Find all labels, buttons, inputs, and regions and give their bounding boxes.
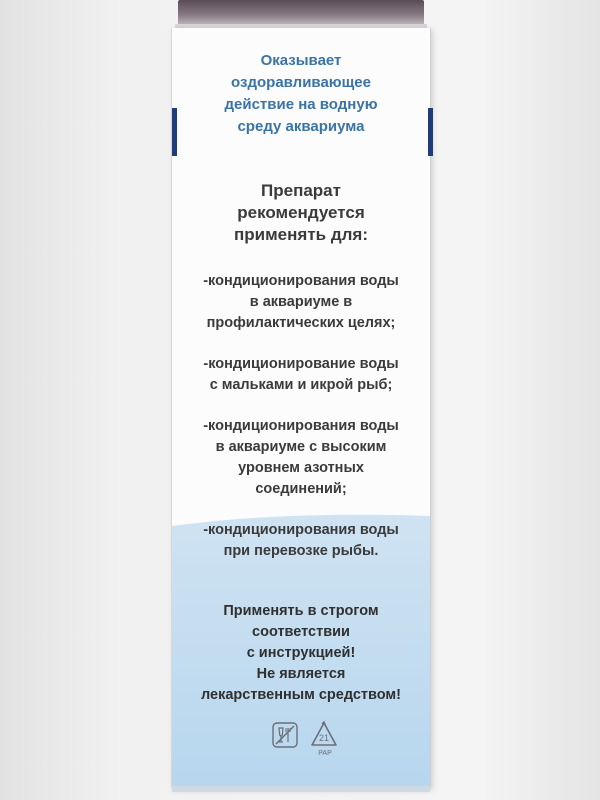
use-line: в аквариуме в <box>249 294 353 310</box>
recycle-triangle-icon <box>309 720 339 750</box>
warning-line: Применять в строгом <box>223 603 379 619</box>
use-line: уровнем азотных <box>238 460 364 476</box>
panel-content <box>172 28 430 788</box>
heading-line: Препарат <box>261 181 341 200</box>
recycle-code: 21 <box>318 733 330 743</box>
use-line: -кондиционирования воды <box>203 418 399 434</box>
use-line: профилактических целях; <box>206 315 396 331</box>
intro-line: оздоравливающее <box>231 74 371 91</box>
use-item <box>172 520 430 562</box>
warning-line: с инструкцией! <box>246 645 356 661</box>
intro-line: действие на водную <box>224 96 378 113</box>
box-bottom-edge <box>172 786 430 792</box>
uses-list <box>172 271 430 582</box>
warning-line: соответствии <box>252 624 350 640</box>
heading-line: применять для: <box>234 225 368 244</box>
use-line: в аквариуме с высоким <box>215 439 387 455</box>
use-line: -кондиционирования воды <box>203 273 399 289</box>
use-item <box>172 354 430 396</box>
use-line: -кондиционирование воды <box>203 356 399 372</box>
warning-text <box>172 601 430 706</box>
use-line: соединений; <box>255 481 347 497</box>
recycle-label: PAP <box>318 750 332 757</box>
intro-text <box>172 50 430 138</box>
intro-line: среду аквариума <box>237 118 365 135</box>
use-item <box>172 416 430 500</box>
packaging-symbols <box>172 718 430 762</box>
use-line: с мальками и икрой рыб; <box>209 377 393 393</box>
intro-line: Оказывает <box>260 52 342 69</box>
heading-line: рекомендуется <box>237 203 365 222</box>
recommendation-heading <box>172 180 430 246</box>
glass-fork-crossed-icon <box>272 722 298 748</box>
use-line: -кондиционирования воды <box>203 522 399 538</box>
use-item <box>172 271 430 334</box>
use-line: при перевозке рыбы. <box>223 543 379 559</box>
warning-line: Не является <box>256 666 346 682</box>
warning-line: лекарственным средством! <box>201 687 401 703</box>
